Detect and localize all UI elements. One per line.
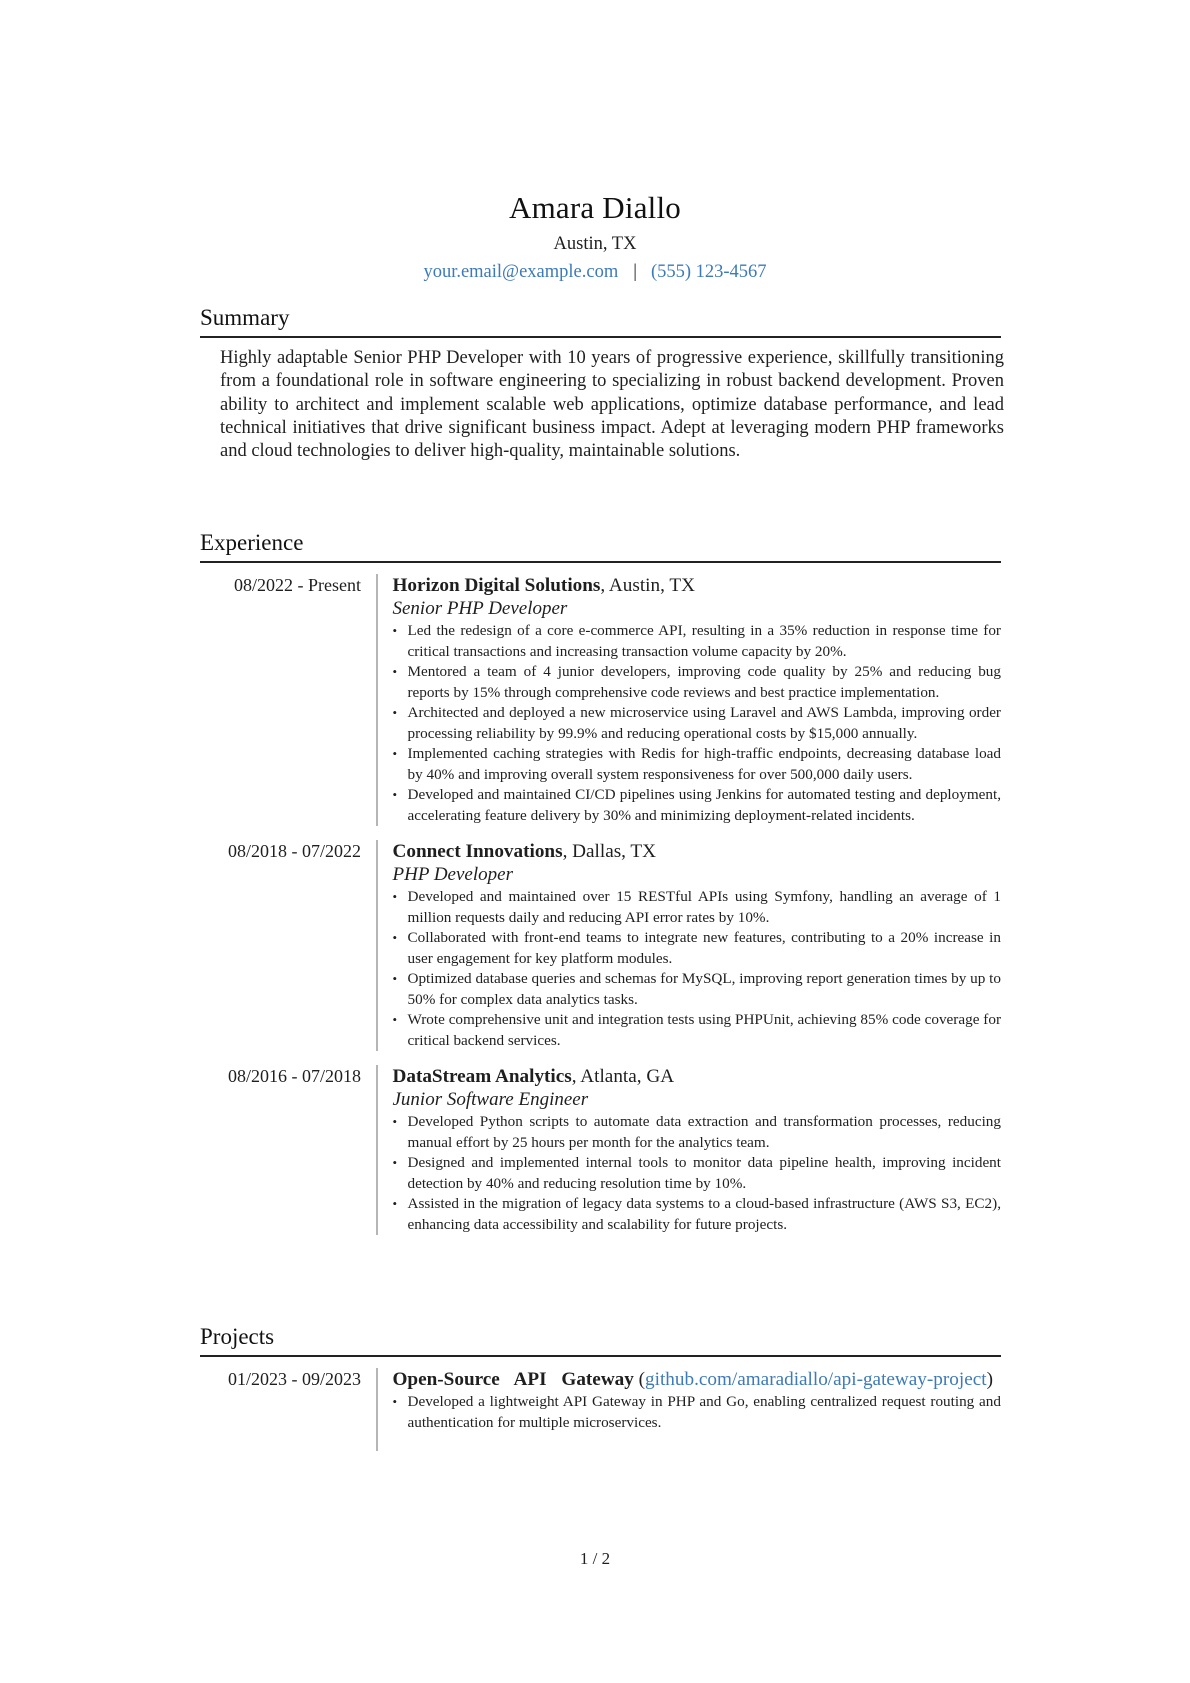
bullet-item: • Developed and maintained over 15 RESTful APIs using Symfony, handling an average of 1 million requests daily and reducing API error rates by 10%.	[393, 887, 1002, 928]
bullet-item: • Wrote comprehensive unit and integration tests using PHPUnit, achieving 85% code coverage for critical backend services.	[393, 1010, 1002, 1051]
project-name: Open-Source API Gateway	[392, 1369, 634, 1390]
company-name: Horizon Digital Solutions	[392, 575, 601, 596]
bullet-item: • Assisted in the migration of legacy data systems to a cloud-based infrastructure (AWS S3, EC2), enhancing data accessibility and scalability for future projects.	[393, 1194, 1002, 1235]
entry-dates: 08/2018 - 07/2022	[228, 841, 361, 861]
section-title-projects: Projects	[200, 1322, 1001, 1357]
experience-entry	[200, 1065, 1001, 1235]
page-number: 1 / 2	[579, 1549, 611, 1568]
candidate-name: Amara Diallo	[509, 190, 681, 225]
section-title-experience: Experience	[200, 528, 1001, 563]
candidate-location: Austin, TX	[553, 234, 637, 254]
experience-entry	[200, 840, 1001, 1051]
bullet-item: • Implemented caching strategies with Redis for high-traffic endpoints, decreasing database load by 40% and improving overall system responsiveness for over 500,000 daily users.	[393, 744, 1002, 785]
bullet-list	[393, 1112, 1002, 1235]
project-close-paren: )	[986, 1369, 993, 1390]
section-title-summary: Summary	[200, 303, 1001, 338]
bullet-item: • Led the redesign of a core e-commerce API, resulting in a 35% reduction in response time for critical transactions and increasing transaction volume capacity by 20%.	[393, 621, 1002, 662]
job-title: Junior Software Engineer	[392, 1089, 589, 1110]
phone-link[interactable]: (555) 123-4567	[650, 262, 767, 282]
company-location: , Dallas, TX	[562, 841, 656, 862]
bullet-item: • Developed Python scripts to automate data extraction and transformation processes, reducing manual effort by 25 hours per month for the analytics team.	[393, 1112, 1002, 1153]
project-title-line	[393, 1368, 1002, 1391]
entry-body	[378, 1368, 1002, 1451]
email-link[interactable]: your.email@example.com	[423, 262, 619, 282]
company-name: Connect Innovations	[392, 841, 563, 862]
entry-dates: 01/2023 - 09/2023	[228, 1369, 361, 1389]
entry-body	[378, 574, 1002, 826]
company-location: , Atlanta, GA	[571, 1066, 675, 1087]
company-line	[393, 840, 1002, 863]
bullet-item: • Collaborated with front-end teams to integrate new features, contributing to a 20% increase in user engagement for key platform modules.	[393, 928, 1002, 969]
bullet-item: • Developed a lightweight API Gateway in PHP and Go, enabling centralized request routing and authentication for multiple microservices.	[393, 1392, 1002, 1433]
company-name: DataStream Analytics	[392, 1066, 572, 1087]
entry-dates: 08/2016 - 07/2018	[228, 1066, 361, 1086]
summary-text: Highly adaptable Senior PHP Developer with 10 years of progressive experience, skillfully transitioning from a foundational role in software engineering to specializing in robust backend development. Proven ability to architect and implement scalable web applications, optimize database performance, and lead technical initiatives that drive significant business impact. Adept at leveraging modern PHP frameworks and cloud technologies to deliver high-quality, maintainable solutions.	[220, 348, 1004, 462]
bullet-item: • Developed and maintained CI/CD pipelines using Jenkins for automated testing and deployment, accelerating feature delivery by 30% and minimizing deployment-related incidents.	[393, 785, 1002, 826]
entry-body	[378, 840, 1002, 1051]
summary-section	[200, 303, 1004, 463]
entry-spacer	[393, 1433, 1002, 1451]
project-entry	[200, 1368, 1001, 1451]
bullet-list	[393, 621, 1002, 826]
company-line	[393, 574, 1002, 597]
bullet-item: • Optimized database queries and schemas for MySQL, improving report generation times by up to 50% for complex data analytics tasks.	[393, 969, 1002, 1010]
resume-header	[0, 186, 1190, 286]
bullet-list	[393, 887, 1002, 1051]
company-location: , Austin, TX	[600, 575, 695, 596]
projects-section	[200, 1322, 1001, 1451]
job-title: PHP Developer	[392, 864, 513, 885]
entry-body	[378, 1065, 1002, 1235]
bullet-item: • Designed and implemented internal tools to monitor data pipeline health, improving incident detection by 40% and reducing resolution time by 10%.	[393, 1153, 1002, 1194]
experience-section	[200, 528, 1001, 1235]
bullet-item: • Mentored a team of 4 junior developers, improving code quality by 25% and reducing bug reports by 15% through comprehensive code reviews and best practice implementation.	[393, 662, 1002, 703]
contact-line	[0, 258, 1190, 286]
company-line	[393, 1065, 1002, 1088]
experience-entry	[200, 574, 1001, 826]
project-link[interactable]: github.com/amaradiallo/api-gateway-project	[645, 1369, 987, 1390]
project-open-paren: (	[633, 1369, 646, 1390]
contact-separator: |	[633, 262, 637, 282]
job-title: Senior PHP Developer	[392, 598, 568, 619]
bullet-list	[393, 1392, 1002, 1433]
bullet-item: • Architected and deployed a new microservice using Laravel and AWS Lambda, improving order processing reliability by 99.9% and reducing operational costs by $15,000 annually.	[393, 703, 1002, 744]
entry-dates: 08/2022 - Present	[234, 575, 361, 595]
